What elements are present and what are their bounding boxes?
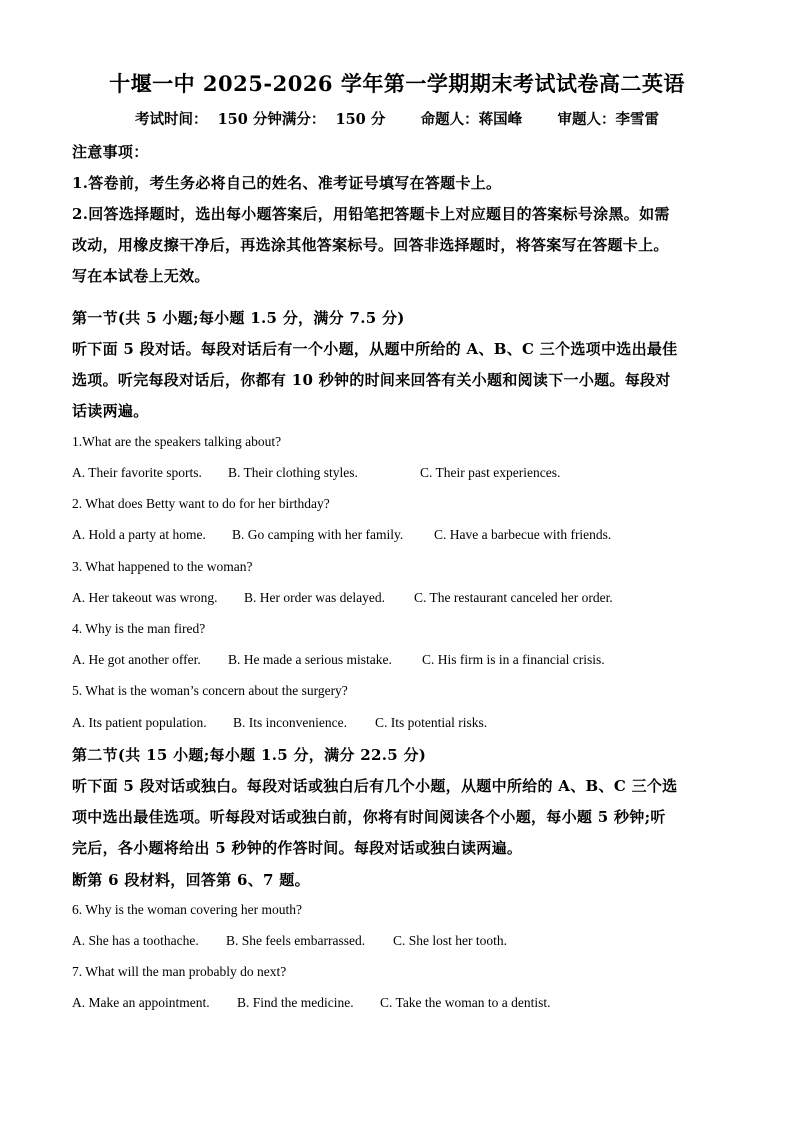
notice-item-2-line-3: 写在本试卷上无效。 — [72, 267, 210, 285]
question-1: 1.What are the speakers talking about? — [72, 434, 282, 449]
section-2-instruction-line-1: 听下面 5 段对话或独白。每段对话或独白后有几个小题，从题中所给的 A、B、C 三个选 — [72, 777, 678, 795]
question-6-option-b: B. She feels embarrassed. — [226, 933, 366, 948]
question-7-option-a: A. Make an appointment. — [72, 995, 210, 1010]
notice-item-1: 1.答卷前，考生务必将自己的姓名、准考证号填写在答题卡上。 — [72, 174, 502, 192]
question-5-option-c: C. Its potential risks. — [375, 715, 488, 730]
question-5: 5. What is the woman’s concern about the surgery? — [72, 683, 348, 698]
notice-item-2-line-1: 2.回答选择题时，选出每小题答案后，用铅笔把答题卡上对应题目的答案标号涂黑。如需 — [72, 205, 670, 223]
question-5-option-b: B. Its inconvenience. — [233, 715, 347, 730]
section-2-instruction-line-2: 项中选出最佳选项。听每段对话或独白前，你将有时间阅读各个小题，每小题 5 秒钟;听 — [72, 808, 666, 826]
question-7-option-b: B. Find the medicine. — [237, 995, 354, 1010]
section-2-instruction-line-3: 完后，各小题将给出 5 秒钟的作答时间。每段对话或独白读两遍。 — [72, 839, 523, 857]
question-1-option-c: C. Their past experiences. — [420, 465, 561, 480]
question-6-option-a: A. She has a toothache. — [72, 933, 199, 948]
question-6: 6. Why is the woman covering her mouth? — [72, 902, 302, 917]
question-3: 3. What happened to the woman? — [72, 559, 253, 574]
section-1-heading: 第一节(共 5 小题;每小题 1.5 分，满分 7.5 分) — [72, 309, 405, 327]
question-3-option-b: B. Her order was delayed. — [244, 590, 385, 605]
question-4: 4. Why is the man fired? — [72, 621, 206, 636]
section-1-instruction-line-1: 听下面 5 段对话。每段对话后有一个小题，从题中所给的 A、B、C 三个选项中选出最佳 — [72, 340, 678, 358]
question-2-option-c: C. Have a barbecue with friends. — [434, 527, 612, 542]
question-3-option-c: C. The restaurant canceled her order. — [414, 590, 613, 605]
question-2-option-a: A. Hold a party at home. — [72, 527, 206, 542]
question-2: 2. What does Betty want to do for her birthday? — [72, 496, 330, 511]
question-5-option-a: A. Its patient population. — [72, 715, 207, 730]
question-3-option-a: A. Her takeout was wrong. — [72, 590, 218, 605]
question-7-option-c: C. Take the woman to a dentist. — [380, 995, 551, 1010]
question-4-option-b: B. He made a serious mistake. — [228, 652, 392, 667]
section-1-instruction-line-2: 选项。听完每段对话后，你都有 10 秒钟的时间来回答有关小题和阅读下一小题。每段对 — [72, 371, 671, 389]
question-4-option-a: A. He got another offer. — [72, 652, 201, 667]
section-2-material-note: 断第 6 段材料，回答第 6、7 题。 — [72, 871, 310, 889]
notice-heading: 注意事项： — [72, 143, 149, 161]
question-1-option-a: A. Their favorite sports. — [72, 465, 202, 480]
section-1-instruction-line-3: 话读两遍。 — [72, 402, 149, 420]
question-2-option-b: B. Go camping with her family. — [232, 527, 404, 542]
question-7: 7. What will the man probably do next? — [72, 964, 287, 979]
question-1-option-b: B. Their clothing styles. — [228, 465, 358, 480]
exam-title: 十堰一中 2025-2026 学年第一学期期末考试试卷高二英语 — [109, 71, 685, 96]
exam-info-line: 考试时间： 150 分钟满分： 150 分 命题人：蒋国峰 审题人：李雪雷 — [135, 111, 659, 128]
question-6-option-c: C. She lost her tooth. — [393, 933, 507, 948]
question-4-option-c: C. His firm is in a financial crisis. — [422, 652, 605, 667]
section-2-heading: 第二节(共 15 小题;每小题 1.5 分，满分 22.5 分) — [72, 746, 427, 764]
notice-item-2-line-2: 改动，用橡皮擦干净后，再选涂其他答案标号。回答非选择题时，将答案写在答题卡上。 — [72, 236, 669, 254]
